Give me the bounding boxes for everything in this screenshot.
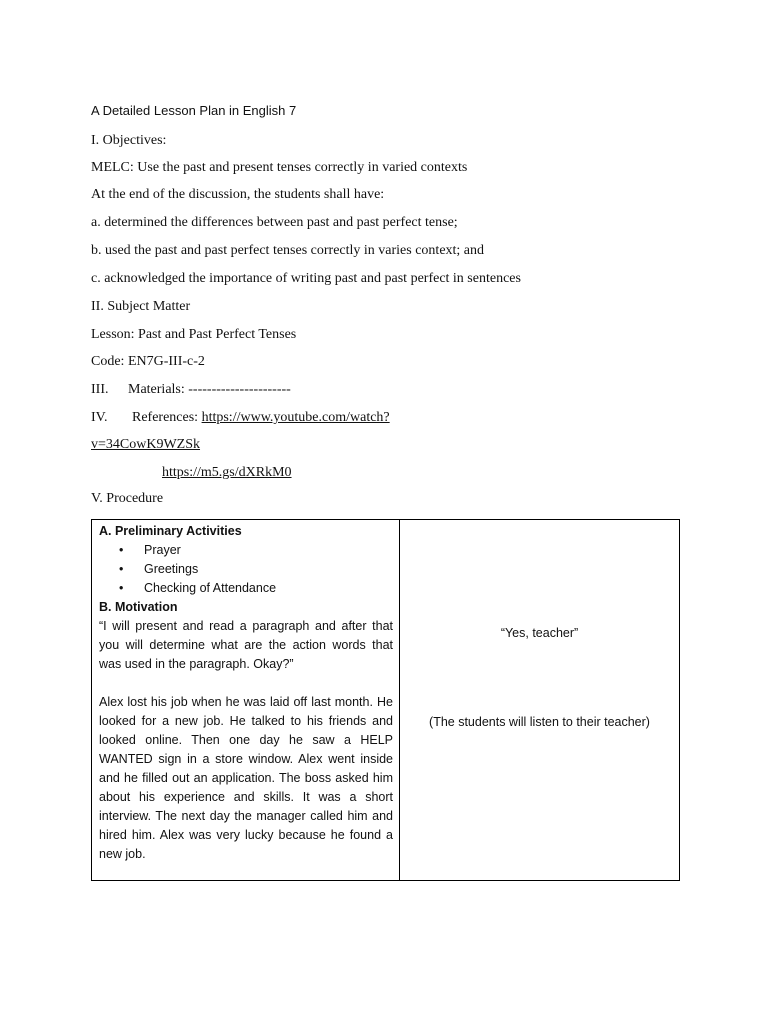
motivation-heading: B. Motivation [99, 600, 178, 614]
student-response-yes: “Yes, teacher” [500, 626, 579, 640]
objective-item-b: b. used the past and past perfect tenses correctly in varies context; and [91, 243, 485, 258]
procedure-table [91, 519, 680, 881]
list-item: • Checking of Attendance [119, 579, 393, 598]
reference-link-youtube[interactable]: https://www.youtube.com/watch? [201, 410, 390, 425]
objectives-intro: At the end of the discussion, the students shall have: [91, 187, 385, 202]
bullet-icon: • [119, 562, 124, 576]
materials-number: III. [91, 382, 109, 397]
references-line [132, 410, 390, 426]
bullet-icon: • [119, 581, 124, 595]
preliminary-activities-heading: A. Preliminary Activities [99, 524, 242, 538]
procedure-heading: V. Procedure [91, 491, 164, 506]
references-label: References: [132, 410, 202, 425]
student-response-listen: (The students will listen to their teacher) [429, 715, 650, 729]
subject-matter-heading: II. Subject Matter [91, 299, 191, 314]
teacher-activity-cell [92, 520, 400, 881]
lesson-line: Lesson: Past and Past Perfect Tenses [91, 327, 297, 342]
page-title: A Detailed Lesson Plan in English 7 [91, 103, 297, 118]
list-item: • Prayer [119, 541, 393, 560]
objectives-heading: I. Objectives: [91, 133, 167, 148]
reference-link-youtube-continued[interactable]: v=34CowK9WZSk [91, 437, 201, 452]
objective-item-c: c. acknowledged the importance of writing past and past perfect in sentences [91, 271, 521, 286]
student-activity-cell [400, 520, 680, 881]
objective-item-a: a. determined the differences between past and past perfect tense; [91, 215, 458, 230]
materials-line: Materials: ---------------------- [128, 382, 291, 397]
preliminary-activities-list [99, 541, 393, 598]
reference-link-m5[interactable]: https://m5.gs/dXRkM0 [162, 465, 292, 480]
references-number: IV. [91, 410, 108, 425]
story-paragraph: Alex lost his job when he was laid off last month. He looked for a new job. He talked to his friends and looked online. Then one day he saw a HELP WANTED sign in a store window. Alex went inside and he filled out an application. The boss asked him about his experience and skills. It was a short interview. The next day the manager called him and hired him. Alex was very lucky because he found a new job. [99, 695, 393, 861]
code-line: Code: EN7G-III-c-2 [91, 354, 205, 369]
bullet-icon: • [119, 543, 124, 557]
melc-line: MELC: Use the past and present tenses correctly in varied contexts [91, 160, 468, 175]
teacher-quote: “I will present and read a paragraph and after that you will determine what are the action words that was used in the paragraph. Okay?” [99, 619, 393, 671]
list-item: • Greetings [119, 560, 393, 579]
